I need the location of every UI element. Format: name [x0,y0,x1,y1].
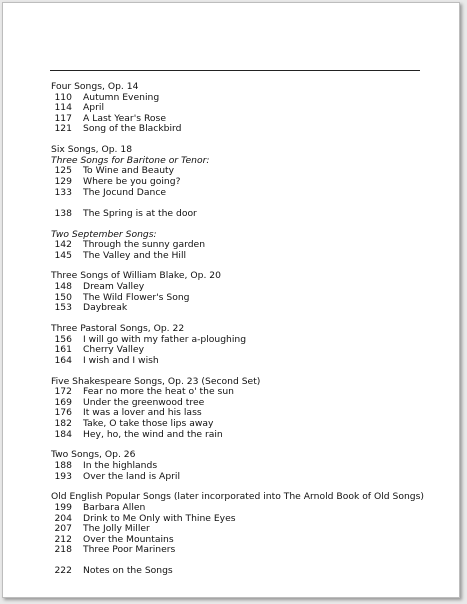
entry-page-number: 176 [54,407,72,419]
entry-song-title: Over the land is April [83,470,181,482]
entry-page-number: 150 [54,291,72,303]
entry-page-number: 169 [54,396,72,408]
toc-entry [51,545,431,556]
entry-song-title: Barbara Allen [83,501,146,513]
table-of-contents [51,82,431,577]
entry-song-title: I wish and I wish [83,354,159,366]
toc-entry [51,93,431,104]
section-title: Three Pastoral Songs, Op. 22 [51,323,185,335]
entry-song-title: I will go with my father a-ploughing [83,333,247,345]
entry-page-number: 142 [54,239,72,251]
entry-song-title: To Wine and Beauty [83,165,175,177]
entry-page-number: 218 [54,544,72,556]
entry-page-number: 145 [54,249,72,261]
entry-page-number: 182 [54,417,72,429]
entry-song-title: Autumn Evening [83,91,160,103]
toc-entry [51,303,431,314]
entry-song-title: Through the sunny garden [83,239,206,251]
entry-song-title: It was a lover and his lass [83,407,202,419]
entry-song-title: Three Poor Mariners [83,544,176,556]
entry-page-number: 193 [54,470,72,482]
section-title: Two September Songs: [51,228,157,240]
entry-song-title: Drink to Me Only with Thine Eyes [83,512,236,524]
entry-page-number: 204 [54,512,72,524]
section-title: Three Songs of William Blake, Op. 20 [51,270,221,282]
entry-song-title: Daybreak [83,302,128,314]
section-title: Two Songs, Op. 26 [51,449,136,461]
entry-song-title: The Jolly Miller [83,523,150,535]
entry-page-number: 212 [54,533,72,545]
entry-song-title: The Jocund Dance [83,186,167,198]
toc-entry [51,177,431,188]
section-title: Four Songs, Op. 14 [51,81,139,92]
entry-page-number: 222 [54,565,72,577]
entry-page-number: 110 [54,91,72,103]
entry-page-number: 199 [54,501,72,513]
entry-page-number: 114 [54,102,72,114]
entry-page-number: 148 [54,281,72,293]
toc-entry [51,503,431,514]
toc-section-s5 [51,324,431,366]
entry-page-number: 207 [54,523,72,535]
toc-section-s1 [51,82,431,135]
entry-song-title: Under the greenwood tree [83,396,205,408]
entry-song-title: Over the Mountains [83,533,174,545]
entry-page-number: 161 [54,344,72,356]
entry-page-number: 164 [54,354,72,366]
entry-page-number: 156 [54,333,72,345]
entry-song-title: The Spring is at the door [83,207,197,219]
entry-song-title: Fear no more the heat o' the sun [83,386,234,398]
toc-section-s8 [51,492,431,556]
toc-entry [51,124,431,135]
entry-song-title: Where be you going? [83,175,181,187]
entry-page-number: 117 [54,112,72,124]
toc-section-s4 [51,271,431,313]
entry-page-number: 153 [54,302,72,314]
toc-entry [51,251,431,262]
header-rule [50,70,420,71]
toc-section-s6 [51,377,431,441]
section-title: Six Songs, Op. 18 [51,144,133,156]
entry-song-title: The Wild Flower's Song [83,291,190,303]
entry-song-title: Take, O take those lips away [83,417,214,429]
entry-song-title: Cherry Valley [83,344,145,356]
entry-page-number: 184 [54,428,72,440]
toc-entry [51,566,431,577]
section-subtitle: Three Songs for Baritone or Tenor: [51,154,210,166]
toc-entry [51,430,431,441]
entry-page-number: 138 [54,207,72,219]
entry-page-number: 172 [54,386,72,398]
entry-song-title: In the highlands [83,459,158,471]
section-title: Old English Popular Songs (later incorporated into The Arnold Book of Old Songs) [51,491,424,503]
entry-page-number: 121 [54,123,72,135]
toc-entry [51,356,431,367]
toc-entry [51,419,431,430]
entry-song-title: Dream Valley [83,281,145,293]
toc-section-s3 [51,230,431,262]
entry-song-title: Song of the Blackbird [83,123,182,135]
document-page [2,2,460,598]
entry-song-title: April [83,102,104,114]
entry-song-title: The Valley and the Hill [83,249,187,261]
entry-song-title: A Last Year's Rose [83,112,166,124]
section-title: Five Shakespeare Songs, Op. 23 (Second Set) [51,375,261,387]
entry-song-title: Notes on the Songs [83,565,173,577]
entry-page-number: 133 [54,186,72,198]
toc-entry [51,461,431,472]
toc-notes [51,566,431,577]
entry-page-number: 129 [54,175,72,187]
entry-page-number: 188 [54,459,72,471]
entry-song-title: Hey, ho, the wind and the rain [83,428,223,440]
toc-entry [51,209,431,220]
toc-entry [51,188,431,199]
toc-entry [51,472,431,483]
toc-section-s7 [51,450,431,482]
entry-page-number: 125 [54,165,72,177]
toc-section-s2 [51,145,431,219]
